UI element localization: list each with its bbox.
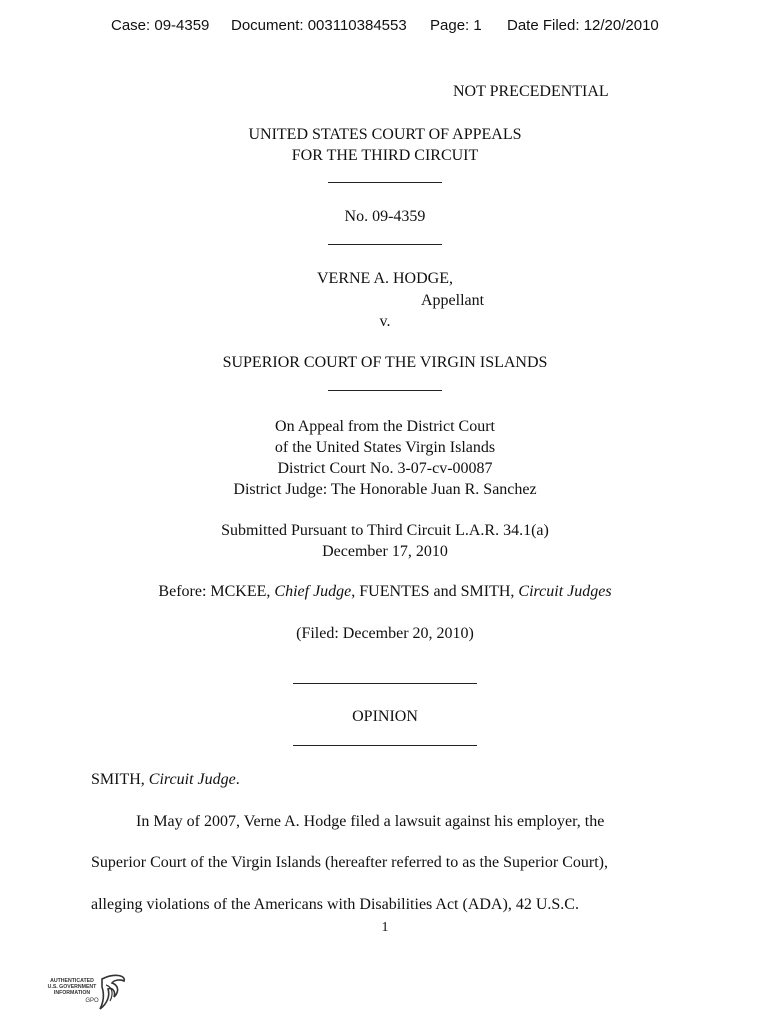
body-line-3: alleging violations of the Americans with Disabilities Act (ADA), 42 U.S.C. bbox=[91, 896, 579, 913]
submission-line-1: Submitted Pursuant to Third Circuit L.A.R. 34.1(a) bbox=[221, 522, 549, 539]
eagle-icon bbox=[42, 973, 132, 1018]
svg-text:AUTHENTICATED: AUTHENTICATED bbox=[50, 978, 94, 984]
panel-chief-judge-title: Chief Judge bbox=[274, 583, 352, 600]
panel-judges bbox=[0, 583, 770, 601]
date-filed-header: Date Filed: 12/20/2010 bbox=[507, 17, 659, 34]
case-number-header: Case: 09-4359 bbox=[111, 17, 210, 34]
versus-label: v. bbox=[379, 313, 391, 330]
appeal-info-line-1: On Appeal from the District Court bbox=[275, 418, 495, 435]
gpo-authentication-logo bbox=[42, 973, 132, 1018]
appellant-name: VERNE A. HODGE, bbox=[317, 270, 453, 287]
opinion-heading: OPINION bbox=[352, 708, 418, 725]
separator-rule bbox=[293, 683, 477, 684]
panel-circuit-judges-title: Circuit Judges bbox=[518, 583, 612, 600]
author-period: . bbox=[235, 771, 240, 788]
page-number-footer: 1 bbox=[381, 920, 389, 935]
appeal-info-line-2: of the United States Virgin Islands bbox=[274, 439, 496, 456]
opinion-author bbox=[91, 771, 240, 789]
appeal-info-line-3: District Court No. 3-07-cv-00087 bbox=[277, 460, 493, 477]
separator-rule bbox=[328, 244, 442, 245]
appeal-info-line-4: District Judge: The Honorable Juan R. Sanchez bbox=[233, 481, 537, 498]
case-number: No. 09-4359 bbox=[344, 208, 426, 225]
svg-text:U.S. GOVERNMENT: U.S. GOVERNMENT bbox=[47, 984, 97, 990]
document-number-header: Document: 003110384553 bbox=[231, 17, 407, 34]
court-name-line-2: FOR THE THIRD CIRCUIT bbox=[291, 147, 479, 164]
author-title: Circuit Judge bbox=[148, 771, 236, 788]
submission-info bbox=[0, 520, 770, 562]
svg-text:GPO: GPO bbox=[85, 998, 99, 1004]
page-number-header: Page: 1 bbox=[430, 17, 482, 34]
separator-rule bbox=[293, 745, 477, 746]
separator-rule bbox=[328, 390, 442, 391]
appellee-name: SUPERIOR COURT OF THE VIRGIN ISLANDS bbox=[222, 354, 548, 371]
appeal-info bbox=[0, 416, 770, 500]
court-name-line-1: UNITED STATES COURT OF APPEALS bbox=[248, 126, 522, 143]
panel-judges-names: , FUENTES and SMITH, bbox=[351, 583, 519, 600]
body-line-1: In May of 2007, Verne A. Hodge filed a lawsuit against his employer, the bbox=[136, 813, 605, 830]
author-name: SMITH, bbox=[91, 771, 149, 788]
court-name bbox=[0, 124, 770, 166]
submission-line-2: December 17, 2010 bbox=[322, 543, 448, 560]
svg-text:INFORMATION: INFORMATION bbox=[53, 990, 91, 996]
not-precedential-label: NOT PRECEDENTIAL bbox=[453, 83, 609, 100]
appellant-role: Appellant bbox=[421, 292, 485, 309]
filed-date: (Filed: December 20, 2010) bbox=[296, 625, 474, 642]
body-line-2: Superior Court of the Virgin Islands (hereafter referred to as the Superior Court), bbox=[91, 854, 608, 871]
panel-before: Before: MCKEE, bbox=[158, 583, 275, 600]
separator-rule bbox=[328, 182, 442, 183]
